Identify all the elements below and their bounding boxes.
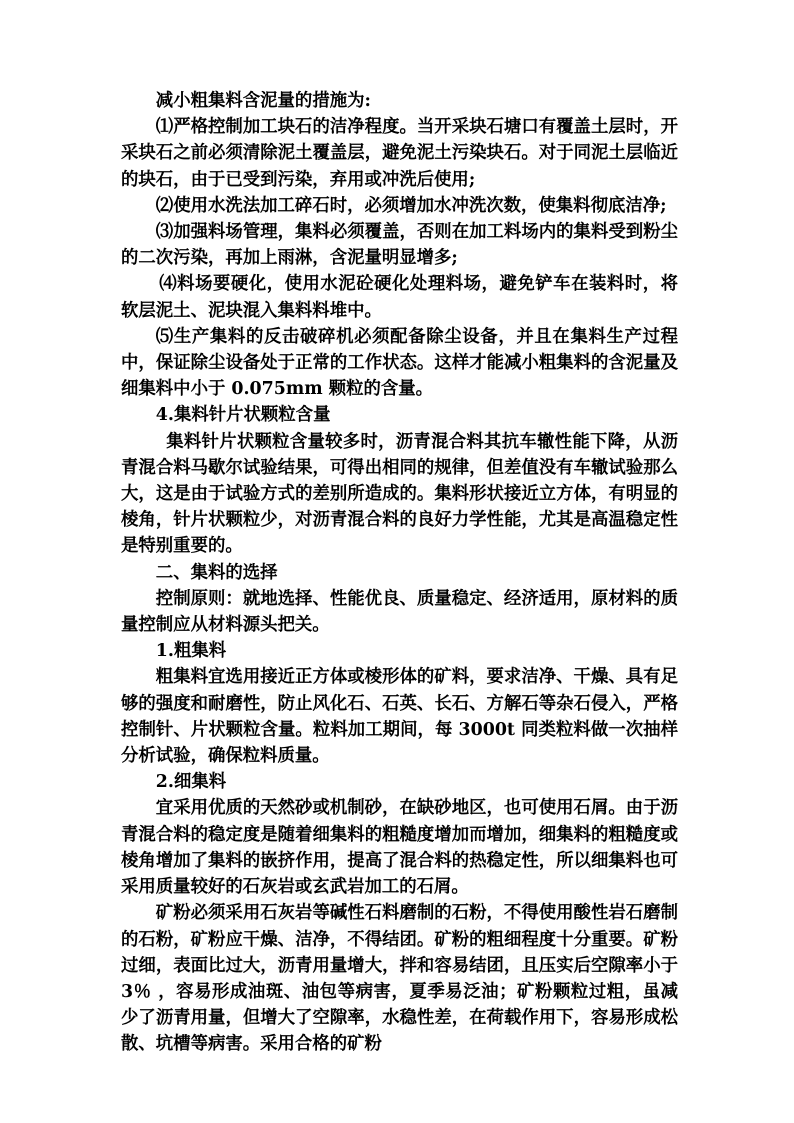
paragraph-intro: 减小粗集料含泥量的措施为: [155,91,371,111]
paragraph-coarse-aggregate: 粗集料宜选用接近正方体或棱形体的矿料，要求洁净、干燥、具有足够的强度和耐磨性，防止风化石、石英、长石、方解石等杂石侵入，严格控制针、片状颗粒含量。粒料加工期间，每 3000t 同类粒料做一次抽样分析试验，确保粒料质量。 [121,667,678,767]
paragraph-measure-1: ⑴严格控制加工块石的洁净程度。当开采块石塘口有覆盖土层时，开采块石之前必须清除泥土覆盖层，避免泥土污染块石。对于同泥土层临近的块石，由于已受到污染，弃用或冲洗后使用; [121,117,678,190]
paragraph-fine-aggregate: 宜采用优质的天然砂或机制砂，在缺砂地区，也可使用石屑。由于沥青混合料的稳定度是随着细集料的粗糙度增加而增加，细集料的粗糙度或棱角增加了集料的嵌挤作用，提高了混合料的热稳定性，所以细集料也可采用质量较好的石灰岩或玄武岩加工的石屑。 [121,798,678,898]
paragraph-mineral-powder: 矿粉必须采用石灰岩等碱性石料磨制的石粉，不得使用酸性岩石磨制的石粉，矿粉应干燥、洁净，不得结团。矿粉的粗细程度十分重要。矿粉过细，表面比过大，沥青用量增大，拌和容易结团，且压实后空隙率小于 3％ ，容易形成油斑、油包等病害，夏季易泛油；矿粉颗粒过粗，虽减少了沥青用量，但增大了空隙率，水稳性差，在荷载作用下，容易形成松散、坑槽等病害。采用合格的矿粉 [121,903,678,1055]
paragraph-control-principle: 控制原则：就地选择、性能优良、质量稳定、经济适用，原材料的质量控制应从材料源头把关。 [121,588,678,636]
heading-fine-aggregate: 2.细集料 [155,772,227,793]
paragraph-measure-3: ⑶加强料场管理，集料必须覆盖，否则在加工料场内的集料受到粉尘的二次污染，再加上雨淋，含泥量明显增多; [121,222,678,269]
paragraph-measure-5: ⑸生产集料的反击破碎机必须配备除尘设备，并且在集料生产过程中，保证除尘设备处于正常的工作状态。这样才能减小粗集料的含泥量及细集料中小于 0.075mm 颗粒的含量。 [121,326,678,400]
heading-coarse-aggregate: 1.粗集料 [155,641,227,662]
heading-needle-flake: 4.集料针片状颗粒含量 [155,405,331,426]
document-body [121,88,678,1058]
paragraph-measure-4: ⑷料场要硬化，使用水泥砼硬化处理料场，避免铲车在装料时，将软层泥土、泥块混入集料料堆中。 [121,274,678,321]
paragraph-measure-2: ⑵使用水洗法加工碎石时，必须增加水冲洗次数，使集料彻底洁净; [155,195,667,216]
heading-aggregate-selection: 二、集料的选择 [155,562,278,583]
paragraph-needle-flake: 集料针片状颗粒含量较多时，沥青混合料其抗车辙性能下降，从沥青混合料马歇尔试验结果，可得出相同的规律，但差值没有车辙试验那么大，这是由于试验方式的差别所造成的。集料形状接近立方体，有明显的棱角，针片状颗粒少，对沥青混合料的良好力学性能，尤其是高温稳定性是特别重要的。 [121,431,678,557]
